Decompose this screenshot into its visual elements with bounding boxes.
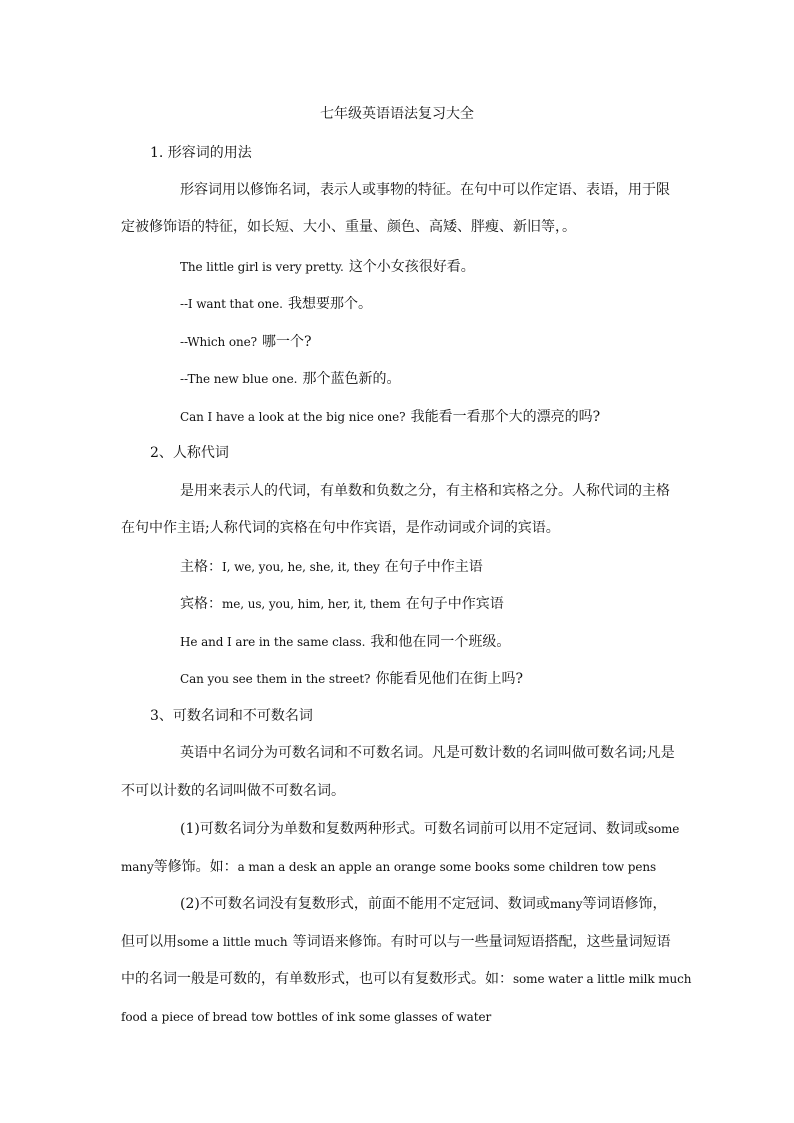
paragraph-line: 英语中名词分为可数名词和不可数名词。凡是可数计数的名词叫做可数名词;凡是 [180,745,675,761]
paragraph-line: 是用来表示人的代词，有单数和负数之分，有主格和宾格之分。人称代词的主格 [180,483,670,499]
example-chinese: 这个小女孩很好看。 [348,259,475,275]
nominative-case-line [180,556,483,577]
paragraph-line [180,818,679,839]
example-english: --I want that one. [180,297,283,311]
text-english: many [121,860,154,874]
example-english: He and I are in the same class. [180,635,366,649]
example-chinese: 我和他在同一个班级。 [370,634,511,650]
example-sentence [180,256,475,277]
text-english: some water a little milk much [513,972,692,986]
label: 宾格： [180,596,222,612]
paragraph-line [121,1006,491,1027]
example-sentence [180,293,372,314]
paragraph-line: 定被修饰语的特征，如长短、大小、重量、颜色、高矮、胖瘦、新旧等，。 [121,219,576,235]
paragraph-line: 在句中作主语;人称代词的宾格在句中作宾语，是作动词或介词的宾语。 [121,520,560,536]
label: 主格： [180,559,222,575]
description: 在句子中作主语 [384,559,483,575]
example-sentence [180,668,523,689]
text-chinese: 但可以用 [121,934,177,950]
text-chinese: 等词语来修饰。有时可以与一些量词短语搭配，这些量词短语 [292,934,671,950]
pronoun-list: I, we, you, he, she, it, they [222,560,380,574]
example-chinese: 哪一个? [262,334,312,350]
text-chinese: (1)可数名词分为单数和复数两种形式。可数名词前可以用不定冠词、数词或 [180,821,648,837]
example-english: --The new blue one. [180,372,298,386]
example-english: --Which one? [180,335,257,349]
paragraph-line: 不可以计数的名词叫做不可数名词。 [121,783,345,799]
example-english: Can I have a look at the big nice one? [180,410,406,424]
paragraph-line [121,856,656,877]
text-english: some a little much [177,935,288,949]
section-heading-nouns: 3、可数名词和不可数名词 [150,708,313,724]
example-sentence [180,631,510,652]
example-chinese: 我想要那个。 [287,296,372,312]
example-chinese: 那个蓝色新的。 [302,371,401,387]
example-chinese: 我能看一看那个大的漂亮的吗? [410,409,601,425]
paragraph-line [121,931,671,952]
paragraph-line: 形容词用以修饰名词，表示人或事物的特征。在句中可以作定语、表语，用于限 [180,182,670,198]
text-english: food a piece of bread tow bottles of ink some glasses of water [121,1010,492,1024]
example-english: Can you see them in the street? [180,672,371,686]
pronoun-list: me, us, you, him, her, it, them [222,597,401,611]
paragraph-line [180,893,667,914]
example-english: The little girl is very pretty. [180,260,344,274]
objective-case-line [180,593,504,614]
example-sentence [180,368,400,389]
section-heading-adjectives: 1. 形容词的用法 [150,145,252,161]
text-chinese: 等词语修饰， [582,896,667,912]
description: 在句子中作宾语 [405,596,504,612]
text-chinese: 等修饰。如： [153,859,238,875]
text-chinese: (2)不可数名词没有复数形式，前面不能用不定冠词、数词或 [180,896,550,912]
section-heading-pronouns: 2、人称代词 [150,445,229,461]
example-sentence [180,406,600,427]
text-english: some [647,822,680,836]
document-title: 七年级英语语法复习大全 [320,106,474,122]
text-english: a man a desk an apple an orange some books some children tow pens [237,860,657,874]
example-sentence [180,331,312,352]
example-chinese: 你能看见他们在街上吗? [375,671,523,687]
paragraph-line [121,968,691,989]
text-english: many [549,897,583,911]
text-chinese: 中的名词一般是可数的，有单数形式，也可以有复数形式。如： [121,971,513,987]
